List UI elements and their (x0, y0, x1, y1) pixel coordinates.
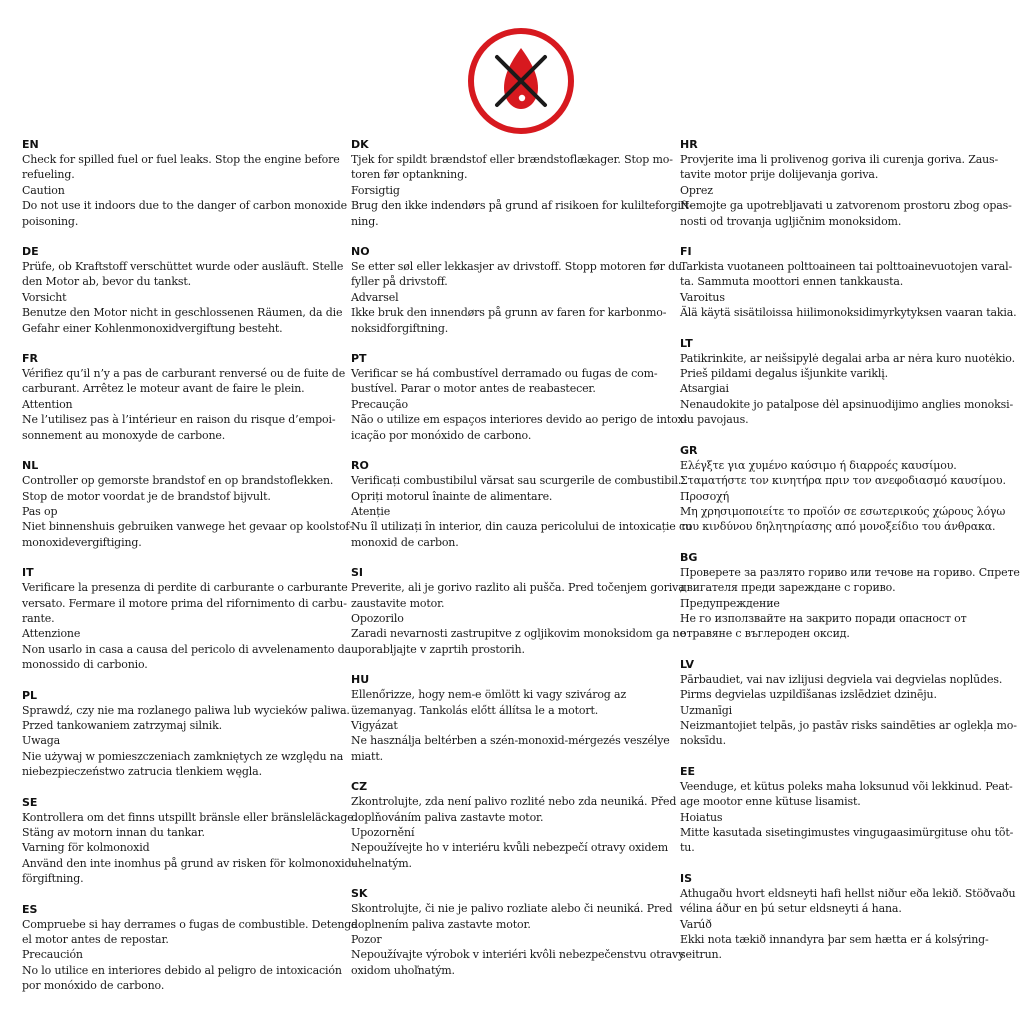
language-code: IS (680, 871, 693, 885)
language-code: CZ (351, 780, 368, 794)
language-section (680, 657, 1017, 749)
text-line: Nepoužívejte ho v interiéru kvůli nebezpečí otravy oxidem (351, 841, 669, 855)
language-section (351, 244, 682, 336)
text-line: Forsigtig (351, 183, 400, 197)
language-section (680, 550, 1020, 642)
text-line: Varúð (680, 917, 712, 931)
language-columns (22, 137, 1020, 1017)
text-line: Prieš pildami degalus išjunkite variklį. (680, 367, 888, 381)
text-line: Μη χρησιμοποιείτε το προϊόν σε εσωτερικούς χώρους λόγω (680, 504, 1006, 518)
language-section (22, 795, 357, 887)
text-line: Attenzione (22, 627, 81, 641)
text-line: poisoning. (22, 214, 79, 228)
language-section (22, 688, 350, 780)
text-line: uhelnatým. (351, 856, 412, 870)
text-line: förgiftning. (22, 872, 84, 886)
text-line: refueling. (22, 168, 75, 182)
text-line: noksidforgiftning. (351, 321, 449, 335)
text-line: Precaución (22, 948, 83, 962)
text-line: Ne l’utilisez pas à l’intérieur en raison du risque d’empoi- (22, 413, 336, 427)
language-code: DK (351, 138, 369, 151)
text-line: Kontrollera om det finns utspillt bränsle eller bränsleläckage. (22, 810, 357, 824)
text-line: Ελέγξτε για χυμένο καύσιμο ή διαρροές καυσίμου. (680, 458, 957, 472)
text-line: Verificare la presenza di perdite di carburante o carburante (22, 581, 348, 595)
text-line: Varoitus (680, 290, 725, 304)
text-line: Neizmantojiet telpās, jo pastāv risks saindēties ar oglekļa mo- (680, 718, 1017, 732)
text-line: No lo utilice en interiores debido al peligro de intoxicación (22, 963, 342, 977)
text-line: uporabljajte v zaprtih prostorih. (351, 642, 525, 656)
text-line: Prüfe, ob Kraftstoff verschüttet wurde oder ausläuft. Stelle (22, 260, 344, 274)
text-line: Hoiatus (680, 810, 723, 824)
text-line: doplňováním paliva zastavte motor. (351, 810, 544, 824)
text-line: noksīdu. (680, 734, 726, 748)
text-line: Provjerite ima li prolivenog goriva ili curenja goriva. Zaus- (680, 153, 999, 166)
text-line: отравяне с въглероден оксид. (680, 627, 850, 641)
text-line: monoxidevergiftiging. (22, 535, 142, 549)
language-section (351, 886, 685, 978)
text-line: fyller på drivstoff. (351, 275, 448, 289)
text-line: age mootor enne kütuse lisamist. (680, 795, 861, 809)
language-code: HU (351, 673, 370, 687)
text-line: Attention (22, 397, 73, 411)
language-code: RO (351, 459, 369, 473)
language-code: LV (680, 657, 695, 671)
text-line: niebezpieczeństwo zatrucia tlenkiem węgla. (22, 765, 262, 779)
language-section (22, 902, 358, 994)
text-line: por monóxido de carbono. (22, 979, 165, 993)
language-section (22, 244, 342, 336)
text-line: monossido di carbonio. (22, 658, 148, 672)
text-line: ta. Sammuta moottori ennen tankkausta. (680, 275, 904, 289)
language-section (680, 764, 1014, 856)
no-fuel-symbol (466, 26, 576, 136)
text-line: Tjek for spildt brændstof eller brændstoflækager. Stop mo- (351, 153, 673, 166)
text-line: Verificar se há combustível derramado ou fugas de com- (351, 367, 658, 381)
text-line: Vigyázat (351, 718, 398, 732)
text-line: üzemanyag. Tankolás előtt állítsa le a motort. (351, 703, 599, 717)
text-line: Ikke bruk den innendørs på grunn av faren for karbonmo- (351, 306, 667, 320)
text-line: Verificați combustibilul vărsat sau scurgerile de combustibil. (351, 474, 682, 488)
text-line: el motor antes de repostar. (22, 933, 169, 947)
text-line: Zkontrolujte, zda není palivo rozlité nebo zda neuniká. Před (351, 795, 677, 809)
text-line: Przed tankowaniem zatrzymaj silnik. (22, 718, 223, 732)
text-line: sonnement au monoxyde de carbone. (22, 428, 226, 442)
fuel-drop-highlight (519, 95, 525, 101)
text-line: doplnením paliva zastavte motor. (351, 917, 531, 931)
column-3 (680, 137, 1020, 978)
text-line: Nemojte ga upotrebljavati u zatvorenom prostoru zbog opas- (680, 199, 1012, 213)
language-code: DE (22, 245, 39, 259)
text-line: Upozornění (351, 826, 415, 839)
language-section (351, 458, 692, 550)
language-code: LT (680, 336, 693, 350)
language-code: SI (351, 566, 364, 580)
text-line: Varning för kolmonoxid (22, 841, 150, 855)
text-line: Pārbaudiet, vai nav izlijusi degviela vai degvielas noplūdes. (680, 672, 1003, 686)
text-line: Brug den ikke indendørs på grund af risikoen for kulilteforgift- (351, 199, 693, 213)
text-line: Non usarlo in casa a causa del pericolo di avvelenamento da (22, 642, 351, 656)
language-code: PL (22, 688, 38, 702)
text-line: versato. Fermare il motore prima del rifornimento di carbu- (22, 596, 347, 610)
language-code: GR (680, 443, 698, 457)
language-section (22, 137, 347, 229)
text-line: Se etter søl eller lekkasjer av drivstoff. Stopp motoren før du (351, 260, 682, 274)
text-line: miatt. (351, 749, 383, 763)
text-line: Предупреждение (680, 596, 780, 610)
text-line: Σταματήστε τον κινητήρα πριν τον ανεφοδιασμό καυσίμου. (680, 474, 1006, 488)
text-line: Uwaga (22, 734, 61, 748)
language-section (680, 443, 1006, 535)
text-line: Pozor (351, 933, 382, 947)
column-1 (22, 137, 358, 1009)
language-section (351, 565, 686, 657)
text-line: Opozorilo (351, 611, 404, 625)
text-line: Check for spilled fuel or fuel leaks. Stop the engine before (22, 153, 340, 166)
language-code: BG (680, 550, 698, 564)
text-line: Mitte kasutada sisetingimustes vingugaasimürgituse ohu tõt- (680, 826, 1014, 839)
text-line: Pirms degvielas uzpildīšanas izslēdziet dzinēju. (680, 688, 937, 702)
text-line: Athugaðu hvort eldsneyti hafi hellst niður eða lekið. Stöðvaðu (680, 886, 1016, 900)
text-line: Uzmanīgi (680, 703, 733, 717)
text-line: vélina áður en þú setur eldsneyti á hana. (680, 902, 902, 916)
text-line: Benutze den Motor nicht in geschlossenen Räumen, da die (22, 306, 343, 320)
text-line: Zaradi nevarnosti zastrupitve z ogljikovim monoksidom ga ne (351, 627, 686, 641)
text-line: Compruebe si hay derrames o fugas de combustible. Detenga (22, 917, 358, 931)
text-line: Atenție (351, 504, 391, 518)
language-code: NO (351, 245, 370, 259)
text-line: Precaução (351, 397, 408, 411)
text-line: bustível. Parar o motor antes de reabastecer. (351, 382, 596, 396)
text-line: Ellenőrizze, hogy nem-e ömlött ki vagy szivárog az (351, 688, 627, 702)
text-line: Preverite, ali je gorivo razlito ali pušča. Pred točenjem goriva (351, 581, 685, 595)
language-code: FR (22, 352, 38, 366)
language-section (351, 672, 671, 764)
text-line: rante. (22, 611, 55, 625)
text-line: ning. (351, 214, 379, 228)
text-line: Προσοχή (680, 489, 730, 503)
language-code: EN (22, 138, 39, 151)
text-line: toren før optankning. (351, 168, 468, 182)
text-line: Tarkista vuotaneen polttoaineen tai polttoainevuotojen varal- (680, 260, 1013, 274)
text-line: carburant. Arrêtez le moteur avant de faire le plein. (22, 382, 305, 396)
text-line: Не го използвайте на закрито поради опасност от (680, 611, 967, 625)
text-line: Nenaudokite jo patalpose dėl apsinuodijimo anglies monoksi- (680, 397, 1014, 411)
text-line: Patikrinkite, ar neišsipylė degalai arba ar nėra kuro nuotėkio. (680, 351, 1015, 365)
text-line: oxidom uhoľnatým. (351, 963, 455, 977)
text-line: Atsargiai (680, 382, 729, 396)
language-code: SK (351, 887, 368, 901)
language-code: FI (680, 245, 692, 259)
text-line: Ekki nota tækið innandyra þar sem hætta er á kolsýring- (680, 933, 989, 947)
text-line: Caution (22, 183, 65, 197)
text-line: tu. (680, 841, 695, 855)
text-line: Sprawdź, czy nie ma rozlanego paliwa lub wycieków paliwa. (22, 703, 350, 717)
text-line: Controller op gemorste brandstof en op brandstoflekken. (22, 474, 334, 488)
text-line: Stop de motor voordat je de brandstof bijvult. (22, 489, 271, 503)
language-section (351, 779, 677, 871)
language-section (680, 336, 1015, 428)
text-line: двигателя преди зареждане с гориво. (680, 581, 896, 595)
language-code: IT (22, 566, 34, 580)
text-line: Não o utilize em espaços interiores devido ao perigo de intox- (351, 413, 687, 427)
language-section (22, 565, 351, 672)
text-line: zaustavite motor. (351, 596, 445, 610)
text-line: tavite motor prije dolijevanja goriva. (680, 168, 879, 182)
text-line: Stäng av motorn innan du tankar. (22, 826, 205, 839)
language-section (22, 458, 353, 550)
text-line: Gefahr einer Kohlenmonoxidvergiftung besteht. (22, 321, 283, 335)
language-section (680, 244, 1017, 321)
text-line: icação por monóxido de carbono. (351, 428, 532, 442)
language-section (22, 351, 346, 443)
text-line: Opriți motorul înainte de alimentare. (351, 489, 553, 503)
language-code: NL (22, 459, 39, 473)
text-line: Vérifiez qu’il n’y a pas de carburant renversé ou de fuite de (22, 367, 346, 381)
language-code: SE (22, 795, 38, 809)
text-line: Проверете за разлято гориво или течове на гориво. Спрете (680, 565, 1020, 579)
text-line: Nie używaj w pomieszczeniach zamkniętych ze względu na (22, 749, 344, 763)
language-code: ES (22, 902, 38, 916)
text-line: Nepoužívajte výrobok v interiéri kvôli nebezpečenstvu otravy (351, 948, 685, 962)
text-line: Älä käytä sisätiloissa hiilimonoksidimyrkytyksen vaaran takia. (680, 306, 1017, 320)
language-code: HR (680, 138, 698, 151)
text-line: den Motor ab, bevor du tankst. (22, 275, 191, 289)
language-code: EE (680, 764, 696, 778)
language-section (351, 351, 687, 443)
text-line: monoxid de carbon. (351, 535, 459, 549)
no-fuel-icon (466, 26, 576, 136)
text-line: seitrun. (680, 948, 722, 962)
text-line: Vorsicht (22, 290, 67, 304)
text-line: Ne használja beltérben a szén-monoxid-mérgezés veszélye (351, 734, 670, 748)
text-line: Skontrolujte, či nie je palivo rozliate alebo či neuniká. Pred (351, 902, 673, 916)
text-line: nosti od trovanja ugljičnim monoksidom. (680, 214, 902, 228)
text-line: Veenduge, et kütus poleks maha loksunud või lekkinud. Peat- (680, 779, 1013, 793)
text-line: του κινδύνου δηλητηρίασης από μονοξείδιο του άνθρακα. (680, 520, 996, 534)
text-line: Advarsel (351, 290, 399, 304)
text-line: du pavojaus. (680, 413, 749, 427)
text-line: Pas op (22, 504, 58, 518)
text-line: Niet binnenshuis gebruiken vanwege het gevaar op koolstof- (22, 520, 353, 534)
text-line: Do not use it indoors due to the danger of carbon monoxide (22, 199, 347, 213)
text-line: Nu îl utilizați în interior, din cauza pericolului de intoxicație cu (351, 520, 692, 534)
text-line: Oprez (680, 183, 713, 197)
language-section (680, 137, 1012, 229)
language-code: PT (351, 352, 367, 366)
text-line: Använd den inte inomhus på grund av risken för kolmonoxid- (22, 856, 355, 870)
language-section (680, 871, 1016, 963)
